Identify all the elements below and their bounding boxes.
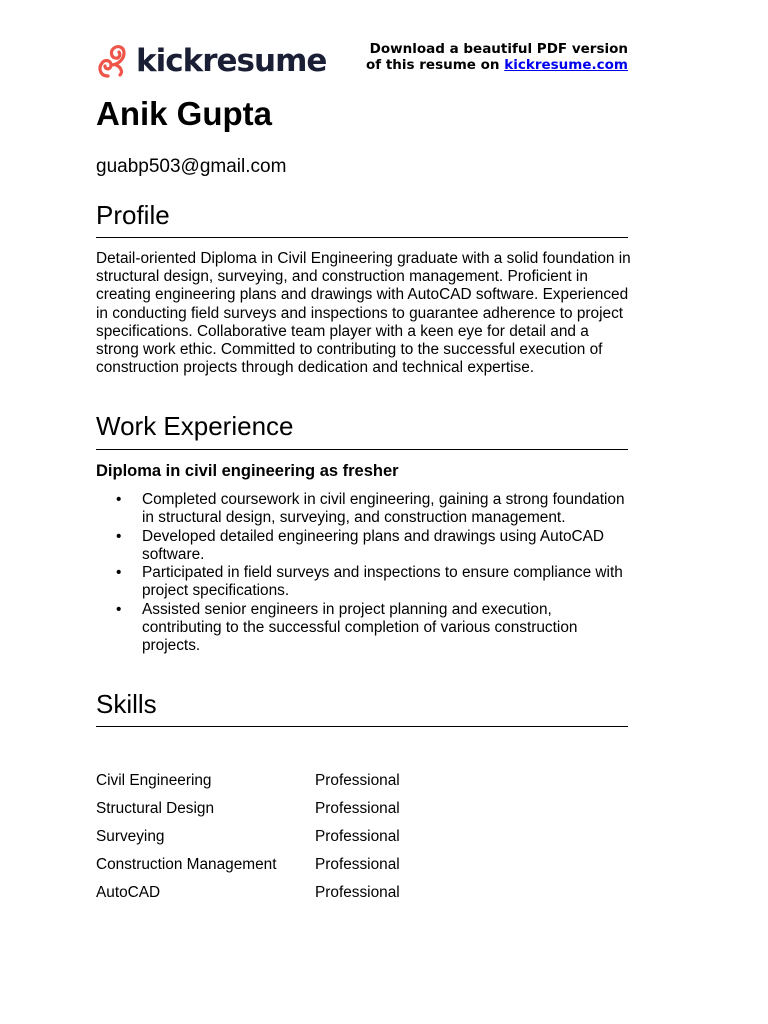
job-bullet [96,564,628,601]
skill-row [96,771,465,799]
skill-row [96,799,465,827]
candidate-email: guabp503@gmail.com [96,156,287,177]
skill-name: AutoCAD [96,884,161,901]
profile-summary: Detail-oriented Diploma in Civil Engineering graduate with a solid foundation in structural design, surveying, and construction management. Proficient in creating engineering plans and drawings with AutoCAD software. Experienced in conducting field surveys and inspections to guarantee adherence to project specifications. Collaborative team player with a keen eye for detail and a strong work ethic. Committed to contributing to the successful execution of construction projects through dedication and technical expertise. [96,250,631,377]
job-bullet-list [96,491,628,656]
skill-level: Professional [315,828,400,845]
download-line-2-prefix: of this resume on [366,56,500,73]
kickresume-logo-icon [96,43,130,79]
job-bullet-text: Completed coursework in civil engineering, gaining a strong foundation in structural design, surveying, and construction management. [142,491,625,527]
kickresume-wordmark: kickresume [136,43,327,79]
job-bullet [96,491,628,528]
skill-level: Professional [315,772,400,789]
download-line-1: Download a beautiful PDF version [369,41,628,57]
skills-table [96,771,465,911]
candidate-name: Anik Gupta [96,95,273,132]
profile-divider [96,237,628,238]
bullet-dot-icon: • [116,491,122,508]
profile-heading: Profile [96,200,170,230]
job-bullet [96,528,628,565]
job-bullet-text: Assisted senior engineers in project planning and execution, contributing to the successful completion of various construction projects. [142,600,578,655]
bullet-dot-icon: • [116,564,122,582]
skill-name: Surveying [96,828,165,845]
skill-level: Professional [315,800,400,817]
skill-name: Construction Management [96,856,277,873]
skill-row [96,855,465,883]
work-experience-divider [96,449,628,450]
skills-heading: Skills [96,689,157,719]
work-experience-heading: Work Experience [96,411,294,441]
header-banner [96,40,628,84]
skill-name: Structural Design [96,800,215,817]
job-bullet-text: Developed detailed engineering plans and drawings using AutoCAD software. [142,527,605,563]
skill-row [96,827,465,855]
bullet-dot-icon: • [116,600,122,618]
download-notice [366,42,628,73]
bullet-dot-icon: • [116,527,122,545]
download-line-2 [366,58,628,74]
skill-level: Professional [315,884,400,901]
job-title: Diploma in civil engineering as fresher [96,462,399,480]
kickresume-logo[interactable] [96,43,326,79]
skill-name: Civil Engineering [96,772,212,789]
kickresume-link[interactable]: kickresume.com [504,56,628,73]
skills-divider [96,726,628,727]
job-bullet-text: Participated in field surveys and inspections to ensure compliance with project specifications. [142,564,623,600]
skill-level: Professional [315,856,400,873]
skill-row [96,883,465,911]
job-bullet [96,601,628,656]
